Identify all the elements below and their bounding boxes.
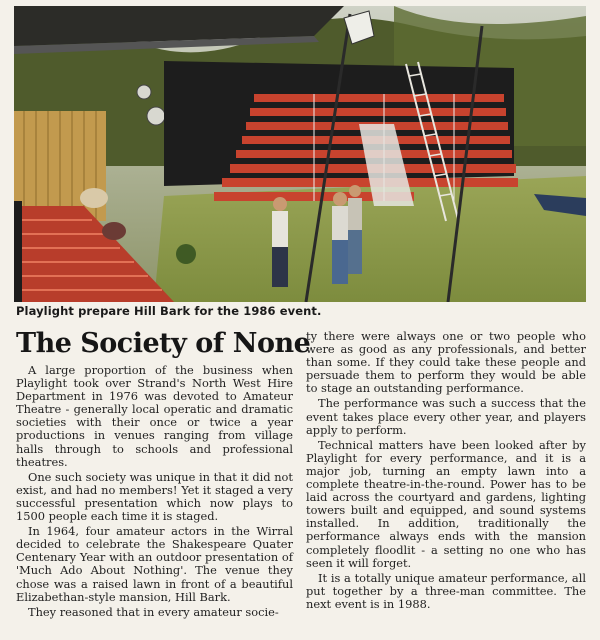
stage-photo-illustration <box>14 6 586 302</box>
article-paragraph: Technical matters have been looked after by Playlight for every performance, and it is a major job, turning an empty lawn into a complete theatre-in-the-round. Power has to be laid across the courtyard and gardens, lighting towers built and equipped, and sound systems installed. In addition, traditionally the performance always ends with the mansion completely floodlit - a setting no one who has seen it will forget. <box>306 437 586 570</box>
article-paragraph: A large proportion of the business when Playlight took over Strand's North West Hire Department in 1976 was devoted to Amateur Theatre - generally local operatic and dramatic societies with their once or twice a year productions in venues ranging from village halls through to schools and professional theatres. <box>16 363 293 469</box>
article-paragraph: In 1964, four amateur actors in the Wirral decided to celebrate the Shakespeare Quater Centenary Year with an outdoor presentation of 'Much Ado About Nothing'. The venue they chose was a raised lawn in front of a beautiful Elizabethan-style mansion, Hill Bark. <box>16 524 293 604</box>
article-paragraph: One such society was unique in that it did not exist, and had no members! Yet it staged a very successful presentation which now plays to 1500 people each time it is staged. <box>16 469 293 524</box>
stage-photo <box>14 6 586 302</box>
article-paragraph: They reasoned that in every amateur socie- <box>28 604 279 619</box>
article-paragraph: It is a totally unique amateur performance, all put together by a three-man committee. The next event is in 1988. <box>306 570 586 611</box>
article-column-left <box>16 364 293 621</box>
article-headline: The Society of None <box>16 328 311 359</box>
article-paragraph-continued: ty there were always one or two people who were as good as any professionals, and better than some. If they could take these people and persuade them to perform they would be able to stage an outstanding performance. <box>306 329 586 396</box>
article-paragraph: The performance was such a success that the event takes place every other year, and players apply to perform. <box>306 396 586 437</box>
photo-caption: Playlight prepare Hill Bark for the 1986 event. <box>16 304 322 318</box>
article-column-right <box>306 330 586 613</box>
